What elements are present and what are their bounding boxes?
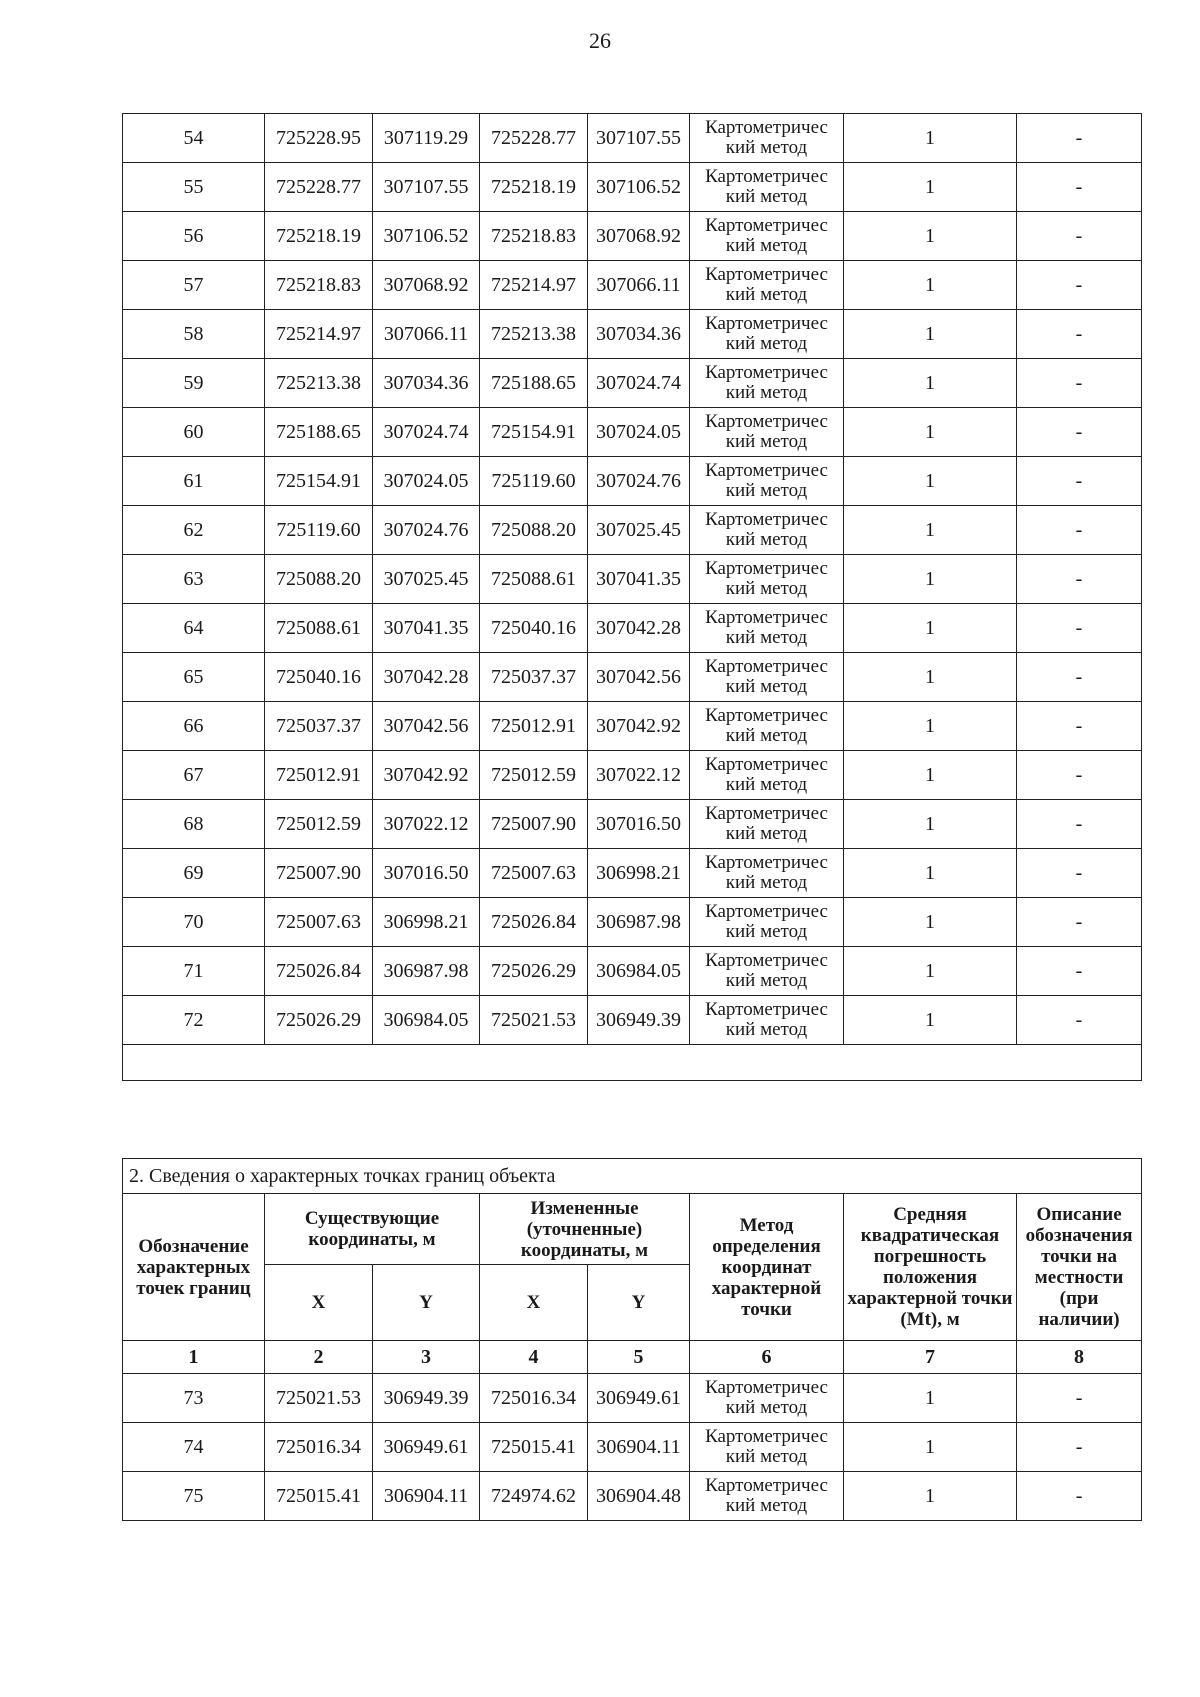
cell-desc: - — [1017, 898, 1142, 947]
method-line-1: Картометричес — [705, 1475, 828, 1496]
cell-point: 73 — [123, 1374, 265, 1423]
cell-point: 63 — [123, 555, 265, 604]
cell-x1: 725213.38 — [265, 359, 373, 408]
cell-mt: 1 — [844, 163, 1017, 212]
table-row — [123, 653, 1142, 702]
cell-x1: 725228.77 — [265, 163, 373, 212]
cell-x1: 725026.84 — [265, 947, 373, 996]
cell-method — [690, 800, 844, 849]
cell-y1: 307042.56 — [373, 702, 480, 751]
cell-y2: 306984.05 — [588, 947, 690, 996]
coordinates-table-continued — [122, 113, 1142, 1081]
cell-x1: 725228.95 — [265, 114, 373, 163]
method-line-2: кий метод — [725, 431, 808, 452]
table-caption-row — [123, 1159, 1142, 1194]
cell-point: 59 — [123, 359, 265, 408]
cell-x2: 725026.84 — [480, 898, 588, 947]
method-line-2: кий метод — [725, 676, 808, 697]
cell-mt: 1 — [844, 1472, 1017, 1521]
method-line-1: Картометричес — [705, 117, 828, 138]
method-line-1: Картометричес — [705, 558, 828, 579]
header-row-1 — [123, 1194, 1142, 1265]
cell-method — [690, 898, 844, 947]
method-line-2: кий метод — [725, 137, 808, 158]
cell-method — [690, 163, 844, 212]
cell-y1: 307024.76 — [373, 506, 480, 555]
cell-y1: 306998.21 — [373, 898, 480, 947]
page-number: 26 — [589, 28, 611, 53]
cell-y1: 306987.98 — [373, 947, 480, 996]
cell-desc: - — [1017, 604, 1142, 653]
cell-x1: 725218.19 — [265, 212, 373, 261]
cell-mt: 1 — [844, 849, 1017, 898]
column-number: 5 — [588, 1341, 690, 1374]
cell-y2: 306949.39 — [588, 996, 690, 1045]
cell-y2: 306904.48 — [588, 1472, 690, 1521]
cell-point: 60 — [123, 408, 265, 457]
cell-x2: 725119.60 — [480, 457, 588, 506]
method-line-2: кий метод — [725, 578, 808, 599]
cell-x2: 724974.62 — [480, 1472, 588, 1521]
table-row — [123, 310, 1142, 359]
cell-method — [690, 751, 844, 800]
cell-y1: 306984.05 — [373, 996, 480, 1045]
cell-x1: 725021.53 — [265, 1374, 373, 1423]
cell-method — [690, 1374, 844, 1423]
cell-mt: 1 — [844, 751, 1017, 800]
method-line-2: кий метод — [725, 1495, 808, 1516]
method-line-2: кий метод — [725, 725, 808, 746]
cell-method — [690, 555, 844, 604]
table-row — [123, 1374, 1142, 1423]
cell-y1: 307107.55 — [373, 163, 480, 212]
cell-point: 58 — [123, 310, 265, 359]
method-line-1: Картометричес — [705, 607, 828, 628]
cell-desc: - — [1017, 1472, 1142, 1521]
column-number: 6 — [690, 1341, 844, 1374]
table-caption: 2. Сведения о характерных точках границ объекта — [123, 1159, 1142, 1194]
cell-mt: 1 — [844, 457, 1017, 506]
cell-x2: 725228.77 — [480, 114, 588, 163]
cell-method — [690, 408, 844, 457]
cell-y1: 307068.92 — [373, 261, 480, 310]
cell-point: 71 — [123, 947, 265, 996]
cell-y1: 307119.29 — [373, 114, 480, 163]
cell-y2: 307025.45 — [588, 506, 690, 555]
cell-y1: 307106.52 — [373, 212, 480, 261]
cell-point: 57 — [123, 261, 265, 310]
cell-mt: 1 — [844, 261, 1017, 310]
cell-y2: 307066.11 — [588, 261, 690, 310]
cell-x1: 725012.59 — [265, 800, 373, 849]
cell-method — [690, 359, 844, 408]
cell-method — [690, 653, 844, 702]
cell-y1: 307042.92 — [373, 751, 480, 800]
table-row — [123, 604, 1142, 653]
cell-desc: - — [1017, 261, 1142, 310]
cell-x1: 725007.90 — [265, 849, 373, 898]
cell-point: 72 — [123, 996, 265, 1045]
cell-x2: 725037.37 — [480, 653, 588, 702]
table-row — [123, 555, 1142, 604]
cell-x2: 725188.65 — [480, 359, 588, 408]
method-line-2: кий метод — [725, 1446, 808, 1467]
cell-y1: 307041.35 — [373, 604, 480, 653]
table-row — [123, 751, 1142, 800]
cell-mt: 1 — [844, 1423, 1017, 1472]
header-point-designation: Обозначение характерных точек границ — [123, 1194, 265, 1341]
cell-mt: 1 — [844, 996, 1017, 1045]
cell-point: 69 — [123, 849, 265, 898]
table-row — [123, 702, 1142, 751]
header-existing-y: Y — [373, 1265, 480, 1341]
cell-y1: 307022.12 — [373, 800, 480, 849]
cell-x1: 725088.61 — [265, 604, 373, 653]
cell-y1: 306949.61 — [373, 1423, 480, 1472]
header-changed-y: Y — [588, 1265, 690, 1341]
header-method: Метод определения координат характерной точки — [690, 1194, 844, 1341]
cell-point: 62 — [123, 506, 265, 555]
cell-desc: - — [1017, 114, 1142, 163]
cell-x1: 725188.65 — [265, 408, 373, 457]
cell-x1: 725026.29 — [265, 996, 373, 1045]
cell-x2: 725040.16 — [480, 604, 588, 653]
method-line-2: кий метод — [725, 333, 808, 354]
cell-x2: 725015.41 — [480, 1423, 588, 1472]
cell-y2: 306998.21 — [588, 849, 690, 898]
cell-desc: - — [1017, 751, 1142, 800]
cell-x2: 725218.83 — [480, 212, 588, 261]
cell-method — [690, 702, 844, 751]
method-line-2: кий метод — [725, 284, 808, 305]
header-existing-coords: Существующие координаты, м — [265, 1194, 480, 1265]
cell-point: 68 — [123, 800, 265, 849]
cell-point: 61 — [123, 457, 265, 506]
column-number: 1 — [123, 1341, 265, 1374]
cell-method — [690, 996, 844, 1045]
header-description: Описание обозначения точки на местности (при наличии) — [1017, 1194, 1142, 1341]
cell-x1: 725037.37 — [265, 702, 373, 751]
method-line-2: кий метод — [725, 921, 808, 942]
cell-x2: 725088.20 — [480, 506, 588, 555]
cell-y1: 306949.39 — [373, 1374, 480, 1423]
cell-x2: 725218.19 — [480, 163, 588, 212]
table-row — [123, 1472, 1142, 1521]
cell-y1: 307025.45 — [373, 555, 480, 604]
cell-y2: 307042.56 — [588, 653, 690, 702]
table-row — [123, 1423, 1142, 1472]
cell-method — [690, 310, 844, 359]
table-row — [123, 457, 1142, 506]
cell-mt: 1 — [844, 408, 1017, 457]
cell-y2: 307041.35 — [588, 555, 690, 604]
cell-point: 65 — [123, 653, 265, 702]
cell-y2: 306949.61 — [588, 1374, 690, 1423]
method-line-1: Картометричес — [705, 215, 828, 236]
cell-y2: 307042.28 — [588, 604, 690, 653]
cell-method — [690, 261, 844, 310]
cell-x1: 725088.20 — [265, 555, 373, 604]
cell-point: 75 — [123, 1472, 265, 1521]
method-line-2: кий метод — [725, 970, 808, 991]
method-line-2: кий метод — [725, 1397, 808, 1418]
method-line-1: Картометричес — [705, 509, 828, 530]
cell-y2: 307024.74 — [588, 359, 690, 408]
cell-point: 55 — [123, 163, 265, 212]
cell-method — [690, 457, 844, 506]
method-line-1: Картометричес — [705, 999, 828, 1020]
cell-y2: 306987.98 — [588, 898, 690, 947]
cell-x2: 725007.90 — [480, 800, 588, 849]
method-line-2: кий метод — [725, 480, 808, 501]
cell-y2: 307042.92 — [588, 702, 690, 751]
cell-mt: 1 — [844, 212, 1017, 261]
column-number: 3 — [373, 1341, 480, 1374]
cell-x1: 725016.34 — [265, 1423, 373, 1472]
cell-y2: 307016.50 — [588, 800, 690, 849]
cell-y1: 307034.36 — [373, 359, 480, 408]
cell-point: 64 — [123, 604, 265, 653]
cell-method — [690, 849, 844, 898]
cell-desc: - — [1017, 212, 1142, 261]
cell-point: 70 — [123, 898, 265, 947]
method-line-1: Картометричес — [705, 166, 828, 187]
cell-mt: 1 — [844, 947, 1017, 996]
method-line-1: Картометричес — [705, 852, 828, 873]
table-row — [123, 261, 1142, 310]
header-changed-x: X — [480, 1265, 588, 1341]
cell-method — [690, 1472, 844, 1521]
table-row — [123, 359, 1142, 408]
method-line-1: Картометричес — [705, 411, 828, 432]
boundary-points-table — [122, 1158, 1142, 1521]
header-existing-x: X — [265, 1265, 373, 1341]
cell-desc: - — [1017, 457, 1142, 506]
method-line-1: Картометричес — [705, 754, 828, 775]
cell-x1: 725012.91 — [265, 751, 373, 800]
cell-desc: - — [1017, 849, 1142, 898]
cell-mt: 1 — [844, 506, 1017, 555]
cell-mt: 1 — [844, 653, 1017, 702]
cell-x1: 725214.97 — [265, 310, 373, 359]
table-row — [123, 408, 1142, 457]
table-row — [123, 506, 1142, 555]
cell-point: 56 — [123, 212, 265, 261]
cell-x1: 725015.41 — [265, 1472, 373, 1521]
method-line-1: Картометричес — [705, 1426, 828, 1447]
method-line-1: Картометричес — [705, 313, 828, 334]
cell-x1: 725040.16 — [265, 653, 373, 702]
cell-x1: 725119.60 — [265, 506, 373, 555]
cell-mt: 1 — [844, 1374, 1017, 1423]
cell-x2: 725012.91 — [480, 702, 588, 751]
cell-mt: 1 — [844, 604, 1017, 653]
method-line-1: Картометричес — [705, 362, 828, 383]
cell-desc: - — [1017, 947, 1142, 996]
cell-desc: - — [1017, 555, 1142, 604]
table-row — [123, 996, 1142, 1045]
header-changed-coords: Измененные (уточненные) координаты, м — [480, 1194, 690, 1265]
cell-y1: 307024.74 — [373, 408, 480, 457]
method-line-2: кий метод — [725, 1019, 808, 1040]
cell-mt: 1 — [844, 310, 1017, 359]
method-line-1: Картометричес — [705, 803, 828, 824]
column-number: 8 — [1017, 1341, 1142, 1374]
table-row — [123, 849, 1142, 898]
cell-y2: 307024.76 — [588, 457, 690, 506]
method-line-1: Картометричес — [705, 460, 828, 481]
method-line-1: Картометричес — [705, 264, 828, 285]
cell-y2: 307068.92 — [588, 212, 690, 261]
cell-y2: 307034.36 — [588, 310, 690, 359]
cell-x2: 725214.97 — [480, 261, 588, 310]
table-row — [123, 898, 1142, 947]
cell-x2: 725026.29 — [480, 947, 588, 996]
cell-method — [690, 114, 844, 163]
cell-mt: 1 — [844, 359, 1017, 408]
cell-y1: 307042.28 — [373, 653, 480, 702]
cell-x2: 725007.63 — [480, 849, 588, 898]
cell-mt: 1 — [844, 114, 1017, 163]
method-line-1: Картометричес — [705, 950, 828, 971]
cell-y2: 307024.05 — [588, 408, 690, 457]
method-line-2: кий метод — [725, 186, 808, 207]
table-row — [123, 114, 1142, 163]
cell-mt: 1 — [844, 555, 1017, 604]
cell-mt: 1 — [844, 800, 1017, 849]
method-line-1: Картометричес — [705, 705, 828, 726]
cell-x2: 725012.59 — [480, 751, 588, 800]
cell-y1: 307066.11 — [373, 310, 480, 359]
empty-cell — [123, 1045, 1142, 1081]
cell-desc: - — [1017, 359, 1142, 408]
cell-desc: - — [1017, 996, 1142, 1045]
column-number: 4 — [480, 1341, 588, 1374]
cell-mt: 1 — [844, 898, 1017, 947]
cell-x2: 725016.34 — [480, 1374, 588, 1423]
empty-row — [123, 1045, 1142, 1081]
column-number: 2 — [265, 1341, 373, 1374]
table-row — [123, 947, 1142, 996]
column-number: 7 — [844, 1341, 1017, 1374]
cell-y1: 307024.05 — [373, 457, 480, 506]
cell-method — [690, 506, 844, 555]
cell-desc: - — [1017, 506, 1142, 555]
method-line-1: Картометричес — [705, 1377, 828, 1398]
cell-x1: 725154.91 — [265, 457, 373, 506]
cell-y2: 307022.12 — [588, 751, 690, 800]
cell-point: 67 — [123, 751, 265, 800]
cell-x1: 725007.63 — [265, 898, 373, 947]
cell-y2: 306904.11 — [588, 1423, 690, 1472]
cell-point: 74 — [123, 1423, 265, 1472]
method-line-2: кий метод — [725, 382, 808, 403]
cell-y1: 306904.11 — [373, 1472, 480, 1521]
cell-desc: - — [1017, 1423, 1142, 1472]
cell-method — [690, 947, 844, 996]
cell-desc: - — [1017, 702, 1142, 751]
header-mt: Средняя квадратическая погрешность положения характерной точки (Mt), м — [844, 1194, 1017, 1341]
cell-x2: 725213.38 — [480, 310, 588, 359]
method-line-1: Картометричес — [705, 656, 828, 677]
method-line-2: кий метод — [725, 529, 808, 550]
cell-desc: - — [1017, 800, 1142, 849]
cell-method — [690, 604, 844, 653]
cell-mt: 1 — [844, 702, 1017, 751]
column-numbers-row — [123, 1341, 1142, 1374]
table-row — [123, 800, 1142, 849]
cell-y2: 307106.52 — [588, 163, 690, 212]
method-line-2: кий метод — [725, 627, 808, 648]
method-line-2: кий метод — [725, 823, 808, 844]
cell-desc: - — [1017, 1374, 1142, 1423]
cell-desc: - — [1017, 310, 1142, 359]
cell-x1: 725218.83 — [265, 261, 373, 310]
cell-y2: 307107.55 — [588, 114, 690, 163]
cell-point: 54 — [123, 114, 265, 163]
method-line-1: Картометричес — [705, 901, 828, 922]
cell-desc: - — [1017, 408, 1142, 457]
cell-desc: - — [1017, 653, 1142, 702]
cell-point: 66 — [123, 702, 265, 751]
cell-method — [690, 212, 844, 261]
cell-desc: - — [1017, 163, 1142, 212]
cell-x2: 725021.53 — [480, 996, 588, 1045]
table-row — [123, 163, 1142, 212]
cell-x2: 725154.91 — [480, 408, 588, 457]
method-line-2: кий метод — [725, 872, 808, 893]
table-row — [123, 212, 1142, 261]
cell-y1: 307016.50 — [373, 849, 480, 898]
cell-x2: 725088.61 — [480, 555, 588, 604]
cell-method — [690, 1423, 844, 1472]
method-line-2: кий метод — [725, 235, 808, 256]
method-line-2: кий метод — [725, 774, 808, 795]
